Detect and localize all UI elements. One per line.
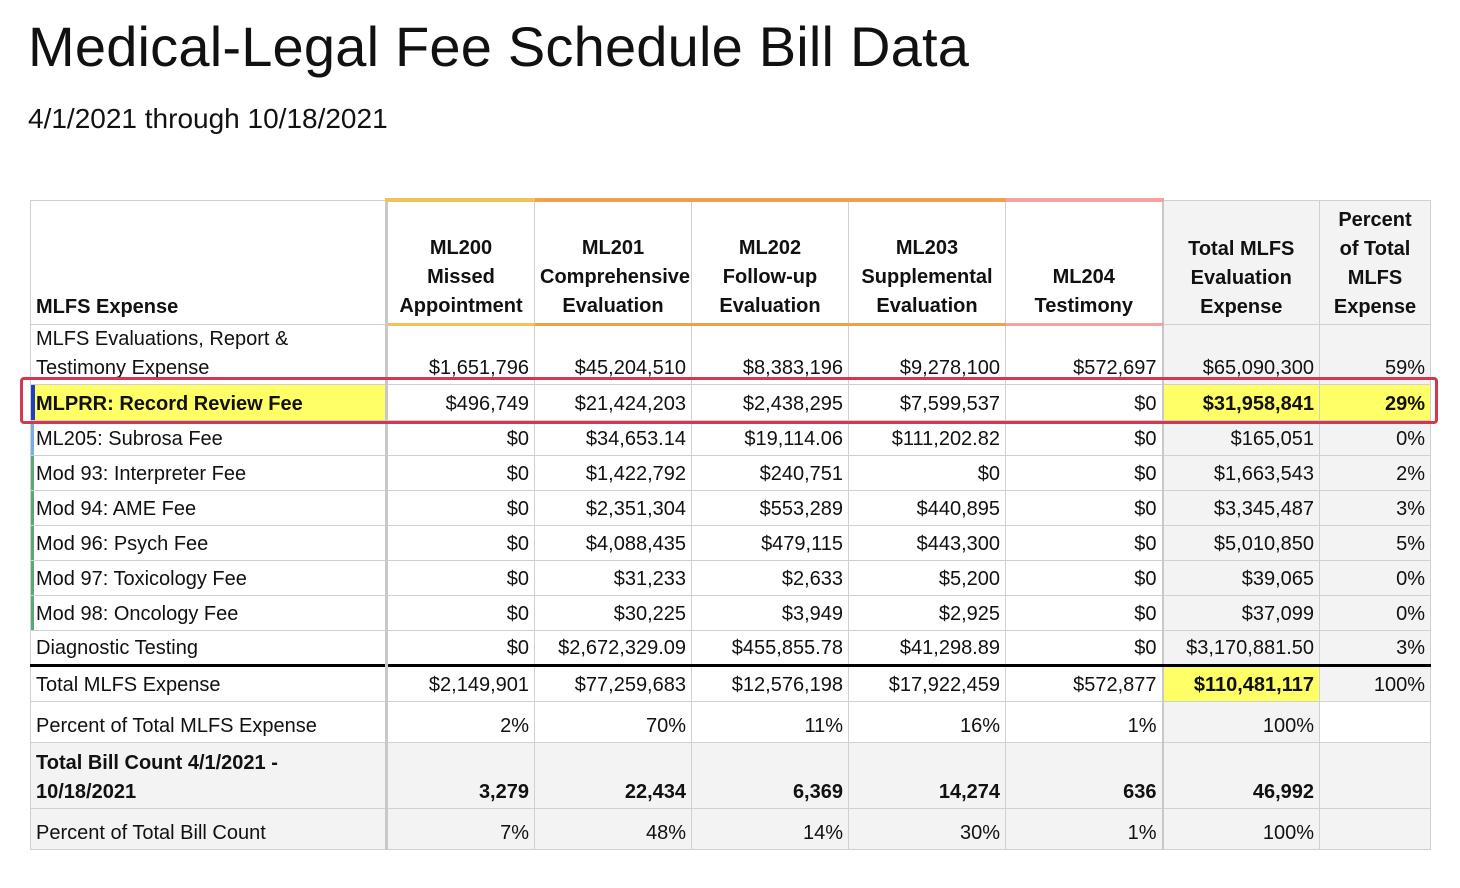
header-mlfs-expense: MLFS Expense [31,200,387,324]
row-label: MLPRR: Record Review Fee [31,384,387,420]
cell-total: 46,992 [1163,742,1320,808]
mlfs-bill-data-table [30,198,1431,850]
cell-ml204: 1% [1006,808,1163,849]
date-range-subtitle: 4/1/2021 through 10/18/2021 [28,103,388,134]
table-row [31,420,1431,455]
cell-ml202: $8,383,196 [692,324,849,384]
cell-percent: 2% [1320,455,1431,490]
cell-ml204: $0 [1006,384,1163,420]
table-row [31,742,1431,808]
cell-ml201: $2,672,329.09 [535,630,692,665]
cell-percent: 100% [1320,665,1431,701]
cell-ml203: $443,300 [849,525,1006,560]
table-row [31,630,1431,665]
cell-ml204: $0 [1006,595,1163,630]
cell-total: $5,010,850 [1163,525,1320,560]
cell-ml201: $34,653.14 [535,420,692,455]
cell-ml200: $0 [387,630,535,665]
cell-ml201: 70% [535,701,692,742]
cell-ml203: 30% [849,808,1006,849]
row-label: Total Bill Count 4/1/2021 - 10/18/2021 [31,742,387,808]
cell-ml200: $0 [387,455,535,490]
header-total-mlfs: Total MLFS Evaluation Expense [1163,200,1320,324]
cell-ml202: $479,115 [692,525,849,560]
cell-ml200: 3,279 [387,742,535,808]
cell-ml204: $572,877 [1006,665,1163,701]
table-row [31,490,1431,525]
cell-percent: 0% [1320,595,1431,630]
cell-percent: 0% [1320,560,1431,595]
cell-ml202: $3,949 [692,595,849,630]
cell-ml201: $77,259,683 [535,665,692,701]
cell-ml204: 636 [1006,742,1163,808]
cell-ml202: 11% [692,701,849,742]
cell-percent [1320,742,1431,808]
cell-ml202: $19,114.06 [692,420,849,455]
cell-ml200: $1,651,796 [387,324,535,384]
header-ml203: ML203 Supplemental Evaluation [849,200,1006,324]
cell-total: 100% [1163,701,1320,742]
cell-percent: 3% [1320,490,1431,525]
cell-ml201: $1,422,792 [535,455,692,490]
table-row [31,455,1431,490]
cell-percent [1320,701,1431,742]
header-ml204: ML204 Testimony [1006,200,1163,324]
cell-ml200: 7% [387,808,535,849]
cell-total: $31,958,841 [1163,384,1320,420]
table-row [31,808,1431,849]
cell-ml204: $0 [1006,630,1163,665]
cell-total: $165,051 [1163,420,1320,455]
cell-ml204: $0 [1006,525,1163,560]
cell-ml202: $2,633 [692,560,849,595]
cell-ml200: 2% [387,701,535,742]
cell-ml200: $2,149,901 [387,665,535,701]
cell-ml204: $0 [1006,455,1163,490]
cell-ml201: $31,233 [535,560,692,595]
cell-ml203: 16% [849,701,1006,742]
cell-ml201: $4,088,435 [535,525,692,560]
cell-ml204: $572,697 [1006,324,1163,384]
cell-ml201: $30,225 [535,595,692,630]
cell-ml202: $553,289 [692,490,849,525]
table-row [31,701,1431,742]
cell-ml201: $21,424,203 [535,384,692,420]
row-label: Mod 98: Oncology Fee [31,595,387,630]
cell-ml204: 1% [1006,701,1163,742]
table-row [31,525,1431,560]
table-row [31,595,1431,630]
cell-ml200: $0 [387,420,535,455]
row-label: Mod 93: Interpreter Fee [31,455,387,490]
cell-total: $3,170,881.50 [1163,630,1320,665]
cell-ml201: $2,351,304 [535,490,692,525]
cell-ml200: $0 [387,525,535,560]
cell-total: 100% [1163,808,1320,849]
cell-ml201: 22,434 [535,742,692,808]
cell-ml202: 14% [692,808,849,849]
cell-percent: 29% [1320,384,1431,420]
cell-ml203: $7,599,537 [849,384,1006,420]
cell-ml200: $0 [387,560,535,595]
header-row [31,200,1431,324]
cell-ml201: $45,204,510 [535,324,692,384]
header-percent-total: Percent of Total MLFS Expense [1320,200,1431,324]
cell-percent: 0% [1320,420,1431,455]
cell-ml203: 14,274 [849,742,1006,808]
cell-ml202: $12,576,198 [692,665,849,701]
cell-total: $3,345,487 [1163,490,1320,525]
cell-total: $110,481,117 [1163,665,1320,701]
cell-ml203: $9,278,100 [849,324,1006,384]
header-ml202: ML202 Follow-up Evaluation [692,200,849,324]
cell-ml203: $0 [849,455,1006,490]
cell-ml204: $0 [1006,420,1163,455]
cell-total: $1,663,543 [1163,455,1320,490]
cell-percent: 59% [1320,324,1431,384]
cell-ml200: $0 [387,595,535,630]
cell-percent [1320,808,1431,849]
cell-ml201: 48% [535,808,692,849]
page-title: Medical-Legal Fee Schedule Bill Data [28,15,970,78]
header-ml200: ML200 Missed Appointment [387,200,535,324]
total-row [31,665,1431,701]
cell-ml203: $5,200 [849,560,1006,595]
row-label: Percent of Total MLFS Expense [31,701,387,742]
cell-ml203: $17,922,459 [849,665,1006,701]
cell-percent: 3% [1320,630,1431,665]
cell-ml203: $2,925 [849,595,1006,630]
row-label: Total MLFS Expense [31,665,387,701]
header-ml201: ML201 Comprehensive Evaluation [535,200,692,324]
cell-ml202: $2,438,295 [692,384,849,420]
cell-ml203: $111,202.82 [849,420,1006,455]
row-label: Mod 94: AME Fee [31,490,387,525]
cell-total: $37,099 [1163,595,1320,630]
cell-ml200: $0 [387,490,535,525]
row-label: ML205: Subrosa Fee [31,420,387,455]
row-label: Diagnostic Testing [31,630,387,665]
cell-ml203: $41,298.89 [849,630,1006,665]
table-row [31,560,1431,595]
row-label: Mod 97: Toxicology Fee [31,560,387,595]
cell-ml204: $0 [1006,490,1163,525]
cell-total: $39,065 [1163,560,1320,595]
cell-ml202: 6,369 [692,742,849,808]
table-row-highlighted [31,384,1431,420]
row-label: MLFS Evaluations, Report & Testimony Expense [31,324,387,384]
cell-ml202: $455,855.78 [692,630,849,665]
cell-ml203: $440,895 [849,490,1006,525]
cell-ml204: $0 [1006,560,1163,595]
cell-total: $65,090,300 [1163,324,1320,384]
table-row [31,324,1431,384]
cell-ml202: $240,751 [692,455,849,490]
cell-percent: 5% [1320,525,1431,560]
row-label: Percent of Total Bill Count [31,808,387,849]
row-label: Mod 96: Psych Fee [31,525,387,560]
cell-ml200: $496,749 [387,384,535,420]
